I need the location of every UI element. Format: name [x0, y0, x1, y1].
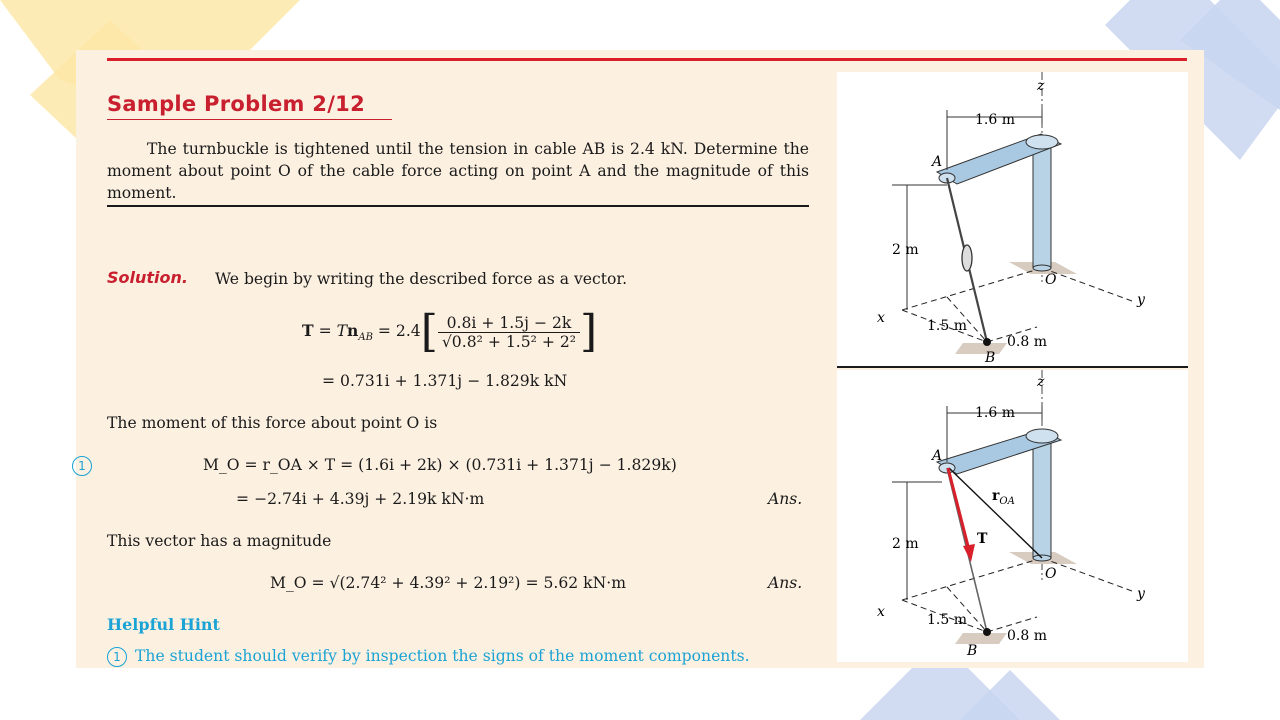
page-title: Sample Problem 2/12: [107, 92, 366, 116]
magnitude-intro: This vector has a magnitude: [107, 532, 332, 550]
r-oa-symbol: r: [992, 488, 1000, 504]
eq1-subscript: AB: [358, 332, 373, 344]
hint-marker: 1: [72, 456, 92, 476]
point-o-label-2: O: [1045, 566, 1057, 582]
answer-label-2: Ans.: [768, 574, 803, 592]
r-oa-subscript: OA: [999, 496, 1015, 507]
problem-statement: The turnbuckle is tightened until the tension in cable AB is 2.4 kN. Determine the moment about point O of the cable force acting on point A and the magnitude of this moment.: [107, 140, 809, 202]
equation-magnitude: M_O = √(2.74² + 4.39² + 2.19²) = 5.62 kN·m: [270, 574, 626, 592]
point-a-label-2: A: [932, 448, 943, 464]
figure-divider: [837, 366, 1188, 368]
force-t-label: T: [977, 531, 988, 547]
hint-text: [107, 647, 750, 667]
axis-z-label: z: [1037, 78, 1045, 94]
axis-x-label-2: x: [877, 604, 885, 620]
answer-label-1: Ans.: [768, 490, 803, 508]
title-underline: [107, 119, 392, 120]
axis-x-label: x: [877, 310, 885, 326]
equation-force-components: = 0.731i + 1.371j − 1.829k kN: [322, 372, 568, 390]
eq1-numerator: 0.8i + 1.5j − 2k: [438, 314, 580, 333]
dim-height-label-2: 2 m: [892, 536, 919, 552]
dim-height-label: 2 m: [892, 242, 919, 258]
point-b-label-2: B: [967, 643, 978, 659]
equation-moment-cross: M_O = r_OA × T = (1.6i + 2k) × (0.731i + 1.371j − 1.829k): [203, 456, 677, 474]
dim-x-label-2: 1.5 m: [927, 612, 967, 628]
header-rule: [107, 58, 1187, 61]
hint-body: The student should verify by inspection the signs of the moment components.: [135, 647, 750, 665]
r-oa-label: [992, 488, 1015, 507]
point-o-label: O: [1045, 272, 1057, 288]
point-b-label: B: [985, 350, 996, 366]
axis-y-label: y: [1137, 292, 1145, 308]
divider: [107, 205, 809, 207]
eq1-denominator: √0.8² + 1.5² + 2²: [441, 332, 577, 351]
point-a-label: A: [932, 154, 943, 170]
dim-y-label-2: 0.8 m: [1007, 628, 1047, 644]
figure-bottom: [837, 370, 1188, 662]
moment-intro: The moment of this force about point O is: [107, 414, 438, 432]
hint-number: 1: [107, 647, 127, 667]
dim-top-label: 1.6 m: [975, 112, 1015, 128]
dim-y-label: 0.8 m: [1007, 334, 1047, 350]
equation-moment-result: = −2.74i + 4.39j + 2.19k kN·m: [236, 490, 485, 508]
solution-label: Solution.: [107, 268, 188, 287]
dim-x-label: 1.5 m: [927, 318, 967, 334]
hint-title: Helpful Hint: [107, 615, 220, 634]
solution-intro: We begin by writing the described force as a vector.: [215, 270, 628, 288]
dim-top-label-2: 1.6 m: [975, 405, 1015, 421]
equation-force-vector: $T = Tn_{AB} = 2.4$[ $\frac{0.8i + 1.5j - 2k}{\text{√0.8² + 1.5² + 2²}}$ ]: [302, 306, 598, 357]
axis-z-label-2: z: [1037, 374, 1045, 390]
figure-top: [837, 72, 1188, 366]
axis-y-label-2: y: [1137, 586, 1145, 602]
